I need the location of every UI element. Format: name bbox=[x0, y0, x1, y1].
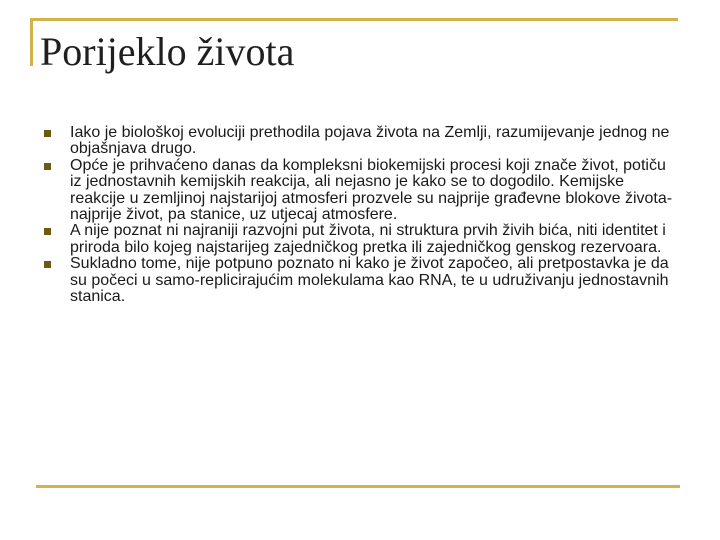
top-divider bbox=[30, 18, 678, 21]
slide-title: Porijeklo života bbox=[40, 29, 295, 74]
bullet-list bbox=[40, 125, 680, 305]
bullet-item bbox=[40, 223, 680, 256]
bullet-item bbox=[40, 125, 680, 158]
bullet-text: Sukladno tome, nije potpuno poznato ni kako je život započeo, ali pretpostavka je da su počeci u samo-replicirajućim molekulama kao RNA, te u udruživanju jednostavnih stanica. bbox=[70, 255, 669, 306]
square-bullet-icon bbox=[44, 130, 51, 137]
square-bullet-icon bbox=[44, 261, 51, 268]
bullet-item bbox=[40, 158, 680, 224]
bottom-divider bbox=[36, 485, 680, 488]
bullet-text: Iako je biološkoj evoluciji prethodila pojava života na Zemlji, razumijevanje jednog ne objašnjava drugo. bbox=[70, 124, 670, 158]
title-corner-accent bbox=[30, 18, 33, 66]
square-bullet-icon bbox=[44, 228, 51, 235]
square-bullet-icon bbox=[44, 163, 51, 170]
bullet-item bbox=[40, 256, 680, 305]
bullet-text: Opće je prihvaćeno danas da kompleksni biokemijski procesi koji znače život, potiču iz jednostavnih kemijskih reakcija, ali nejasno je kako se to dogodilo. Kemijske reakcije u zemljinoj najstarijoj atmosferi prozvele su najprije građevne blokove života- najprije život, pa stanice, uz utjecaj atmosfere. bbox=[70, 156, 673, 224]
bullet-text: A nije poznat ni najraniji razvojni put života, ni struktura prvih živih bića, niti identitet i priroda bilo kojeg najstarijeg zajedničkog pretka ili zajedničkog genskog rezervoara. bbox=[70, 222, 666, 256]
